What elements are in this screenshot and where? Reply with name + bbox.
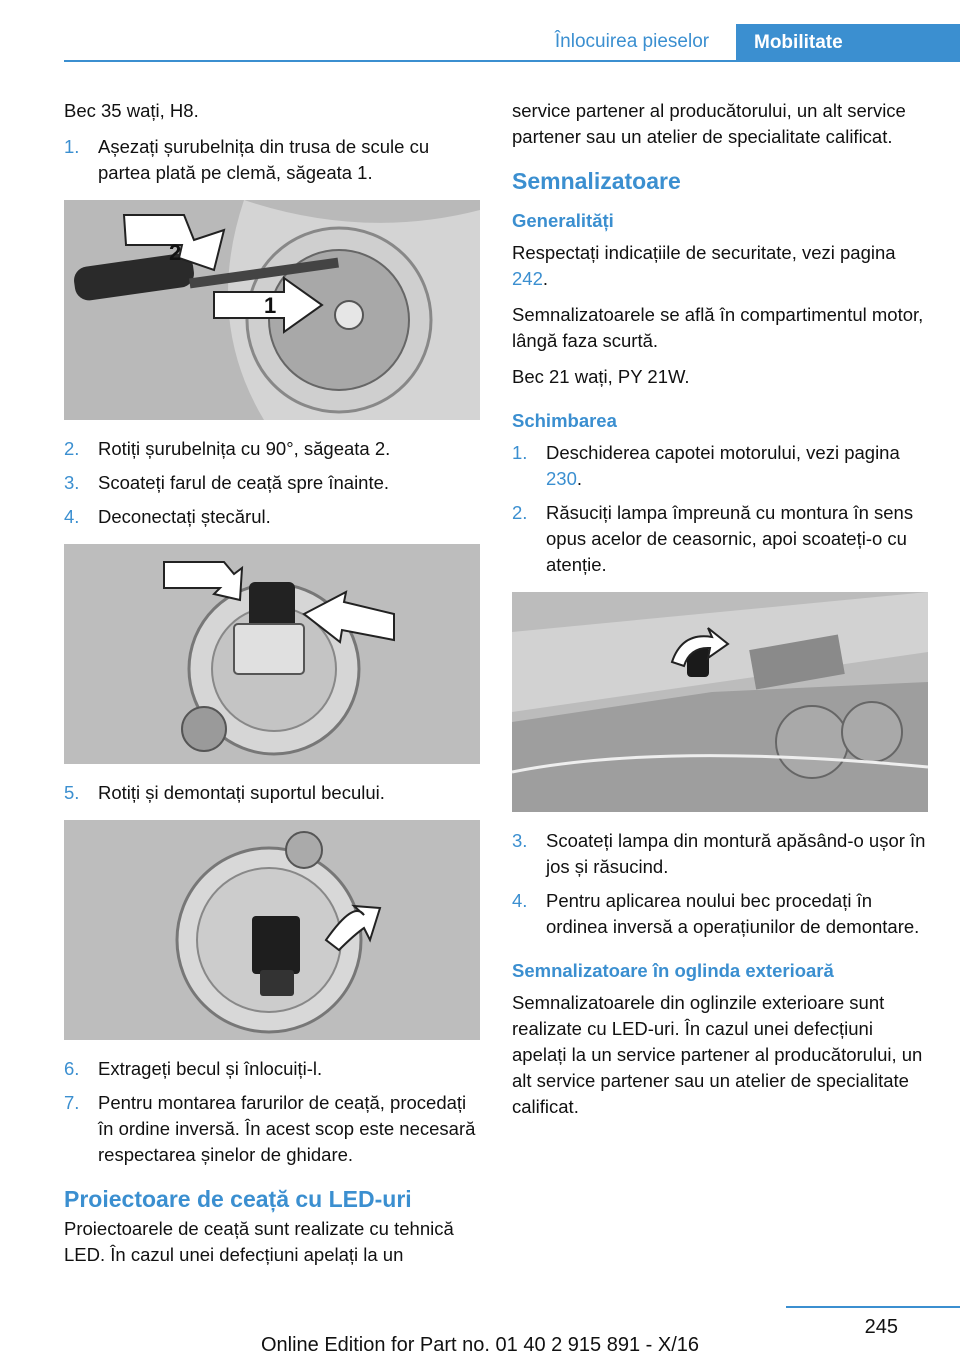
step-6 xyxy=(64,1056,484,1082)
step-text: Pentru montarea farurilor de ceață, procedați în ordine inversă. În acest scop este necesară respectarea șinelor de ghidare. xyxy=(98,1092,476,1165)
step-number: 7. xyxy=(64,1092,80,1113)
change-step-3 xyxy=(512,828,932,880)
section-heading-led-fog: Proiectoare de ceață cu LED-uri xyxy=(64,1186,412,1212)
change-step-2 xyxy=(512,500,932,578)
step-number: 5. xyxy=(64,782,80,803)
location-text: Semnalizatoarele se află în compartimentul motor, lângă faza scurtă. xyxy=(512,304,924,351)
step-number: 1. xyxy=(512,442,528,463)
step-text: Scoateți farul de ceață spre înainte. xyxy=(98,472,390,493)
step-number: 3. xyxy=(64,472,80,493)
step-7 xyxy=(64,1090,484,1168)
edition-footer: Online Edition for Part no. 01 40 2 915 891 - X/16 xyxy=(260,1334,700,1356)
step-4 xyxy=(64,504,484,530)
step-text: Răsuciți lampa împreună cu montura în sens opus acelor de ceasornic, apoi scoateți-o cu atenție. xyxy=(546,502,914,575)
step-text: Scoateți lampa din montură apăsând-o ușor în jos și răsucind. xyxy=(546,830,926,877)
step-text-body: Deschiderea capotei motorului, vezi pagina xyxy=(546,442,900,463)
step-text-end: . xyxy=(576,468,583,489)
step-5 xyxy=(64,780,484,806)
step-text: Rotiți șurubelnița cu 90°, săgeata 2. xyxy=(98,438,391,459)
step-text: Rotiți și demontați suportul becului. xyxy=(98,782,385,803)
step-3 xyxy=(64,470,484,496)
section-heading-indicators: Semnalizatoare xyxy=(512,168,681,194)
step-number: 1. xyxy=(64,136,80,157)
step-number: 3. xyxy=(512,830,528,851)
step-number: 2. xyxy=(64,438,80,459)
change-step-1 xyxy=(512,440,932,492)
general-text xyxy=(512,240,932,292)
footer-rule xyxy=(786,1306,960,1308)
step-1 xyxy=(64,134,484,186)
page-number: 245 xyxy=(864,1316,898,1338)
bulb-spec-indicator: Bec 21 wați, PY 21W. xyxy=(512,366,690,387)
right-column xyxy=(512,98,932,1130)
step-number: 2. xyxy=(512,502,528,523)
subheading-mirror-indicators: Semnalizatoare în oglinda exterioară xyxy=(512,960,834,981)
header-section-tab[interactable]: Înlocuirea pieselor xyxy=(554,31,710,52)
step-2 xyxy=(64,436,484,462)
arrow-label-2: 2 xyxy=(169,240,182,265)
subheading-change: Schimbarea xyxy=(512,410,617,431)
page-link-230[interactable]: 230 xyxy=(546,468,577,489)
figure-screwdriver xyxy=(64,200,480,420)
general-text-body: Respectați indicațiile de securitate, vezi pagina xyxy=(512,242,896,263)
step-number: 6. xyxy=(64,1058,80,1079)
step-text xyxy=(546,440,932,492)
figure-engine-bay xyxy=(512,592,928,812)
arrow-label-1: 1 xyxy=(264,293,277,318)
header-chapter-tab[interactable]: Mobilitate xyxy=(736,24,960,62)
page-link-242[interactable]: 242 xyxy=(512,268,543,289)
subheading-general: Generalități xyxy=(512,210,614,231)
left-column xyxy=(64,98,484,1278)
led-fog-text: Proiectoarele de ceață sunt realizate cu tehnică LED. În cazul unei defecțiuni apelați la un xyxy=(64,1218,454,1265)
step-text: Așezați șurubelnița din trusa de scule cu partea plată pe clemă, săgeata 1. xyxy=(98,136,430,183)
step-text: Extrageți becul și înlocuiți-l. xyxy=(98,1058,323,1079)
step-text: Deconectați ștecărul. xyxy=(98,506,271,527)
step-number: 4. xyxy=(512,890,528,911)
continued-text: service partener al producătorului, un alt service partener sau un atelier de specialitate calificat. xyxy=(512,100,906,147)
general-text-end: . xyxy=(542,268,549,289)
mirror-text: Semnalizatoarele din oglinzile exterioare sunt realizate cu LED-uri. În cazul unei defecțiuni apelați la un service partener al producătorului, un alt service partener sau un atelier de specialitate calificat. xyxy=(512,992,923,1117)
step-text: Pentru aplicarea noului bec procedați în ordinea inversă a operațiunilor de demontare. xyxy=(546,890,920,937)
step-number: 4. xyxy=(64,506,80,527)
change-step-4 xyxy=(512,888,932,940)
figure-bulb-holder xyxy=(64,820,480,1040)
figure-connector xyxy=(64,544,480,764)
bulb-spec-fog: Bec 35 wați, H8. xyxy=(64,100,199,121)
